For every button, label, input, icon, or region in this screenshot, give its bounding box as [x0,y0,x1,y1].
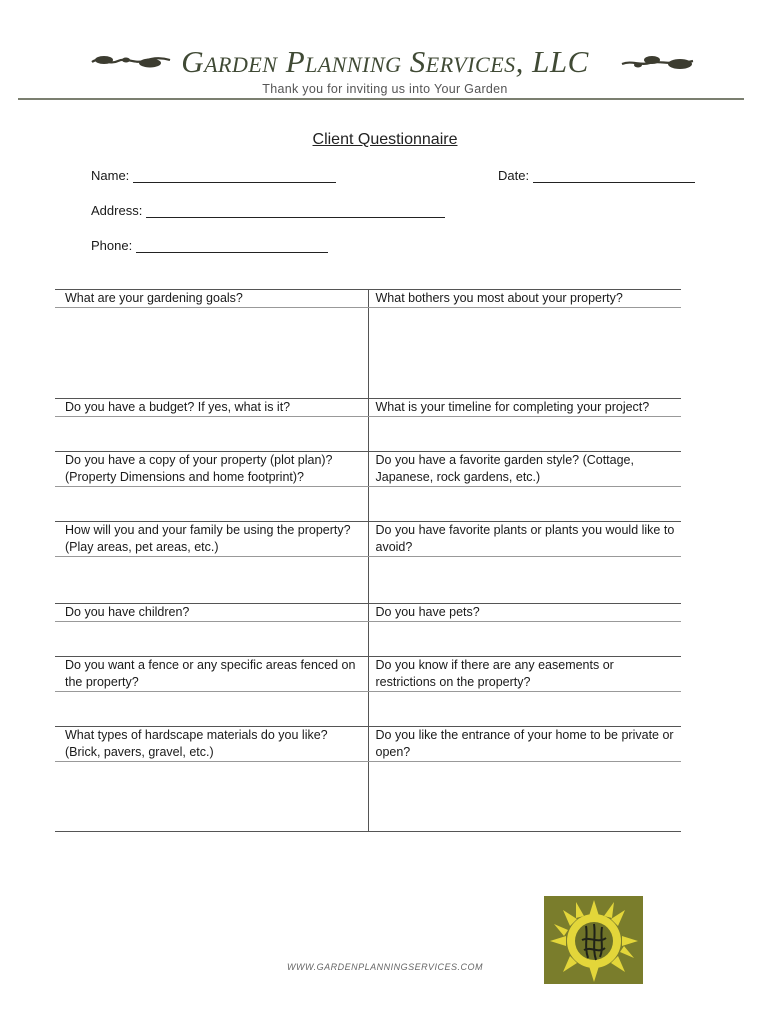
header-divider [18,98,744,100]
answer-cell[interactable] [368,417,681,452]
question-row [55,399,681,417]
answer-row [55,308,681,399]
tagline: Thank you for inviting us into Your Garden [262,82,508,96]
questionnaire-table [55,289,681,832]
answer-row [55,762,681,832]
date-label: Date: [498,168,530,183]
date-input-line[interactable] [533,168,695,183]
name-label: Name: [91,168,130,183]
answer-row [55,487,681,522]
answer-cell[interactable] [55,692,368,727]
question-cell: What is your timeline for completing your project? [368,399,681,417]
answer-cell[interactable] [55,762,368,832]
answer-row [55,417,681,452]
question-cell: Do you have a copy of your property (plot plan)? (Property Dimensions and home footprint)? [55,452,368,487]
answer-row [55,622,681,657]
phone-field [91,238,328,253]
answer-cell[interactable] [55,308,368,399]
question-cell: Do you have favorite plants or plants you would like to avoid? [368,522,681,557]
answer-cell[interactable] [368,762,681,832]
question-row [55,522,681,557]
question-cell: What types of hardscape materials do you like? (Brick, pavers, gravel, etc.) [55,727,368,762]
vine-ornament-right-icon [620,52,695,74]
answer-cell[interactable] [368,622,681,657]
address-label: Address: [91,203,143,218]
page-title: Client Questionnaire [312,131,458,148]
website-url[interactable]: WWW.GARDENPLANNINGSERVICES.COM [286,962,483,972]
question-cell: Do you have a favorite garden style? (Cottage, Japanese, rock gardens, etc.) [368,452,681,487]
question-row [55,290,681,308]
answer-cell[interactable] [55,487,368,522]
company-name: Garden Planning Services, LLC [181,44,589,79]
answer-row [55,557,681,604]
question-cell: Do you know if there are any easements or restrictions on the property? [368,657,681,692]
answer-cell[interactable] [368,308,681,399]
answer-row [55,692,681,727]
name-field [91,168,336,183]
question-row [55,657,681,692]
question-cell: Do you have a budget? If yes, what is it? [55,399,368,417]
question-cell: What are your gardening goals? [55,290,368,308]
phone-label: Phone: [91,238,133,253]
date-field [498,168,695,183]
question-cell: Do you have pets? [368,604,681,622]
phone-input-line[interactable] [136,238,328,253]
question-cell: Do you want a fence or any specific areas fenced on the property? [55,657,368,692]
answer-cell[interactable] [368,557,681,604]
question-row [55,452,681,487]
answer-cell[interactable] [368,487,681,522]
answer-cell[interactable] [368,692,681,727]
question-cell: Do you have children? [55,604,368,622]
name-input-line[interactable] [133,168,336,183]
answer-cell[interactable] [55,557,368,604]
question-row [55,727,681,762]
question-cell: How will you and your family be using the property? (Play areas, pet areas, etc.) [55,522,368,557]
answer-cell[interactable] [55,622,368,657]
question-row [55,604,681,622]
address-field [91,203,445,218]
address-input-line[interactable] [146,203,445,218]
question-cell: What bothers you most about your property? [368,290,681,308]
question-cell: Do you like the entrance of your home to be private or open? [368,727,681,762]
answer-cell[interactable] [55,417,368,452]
